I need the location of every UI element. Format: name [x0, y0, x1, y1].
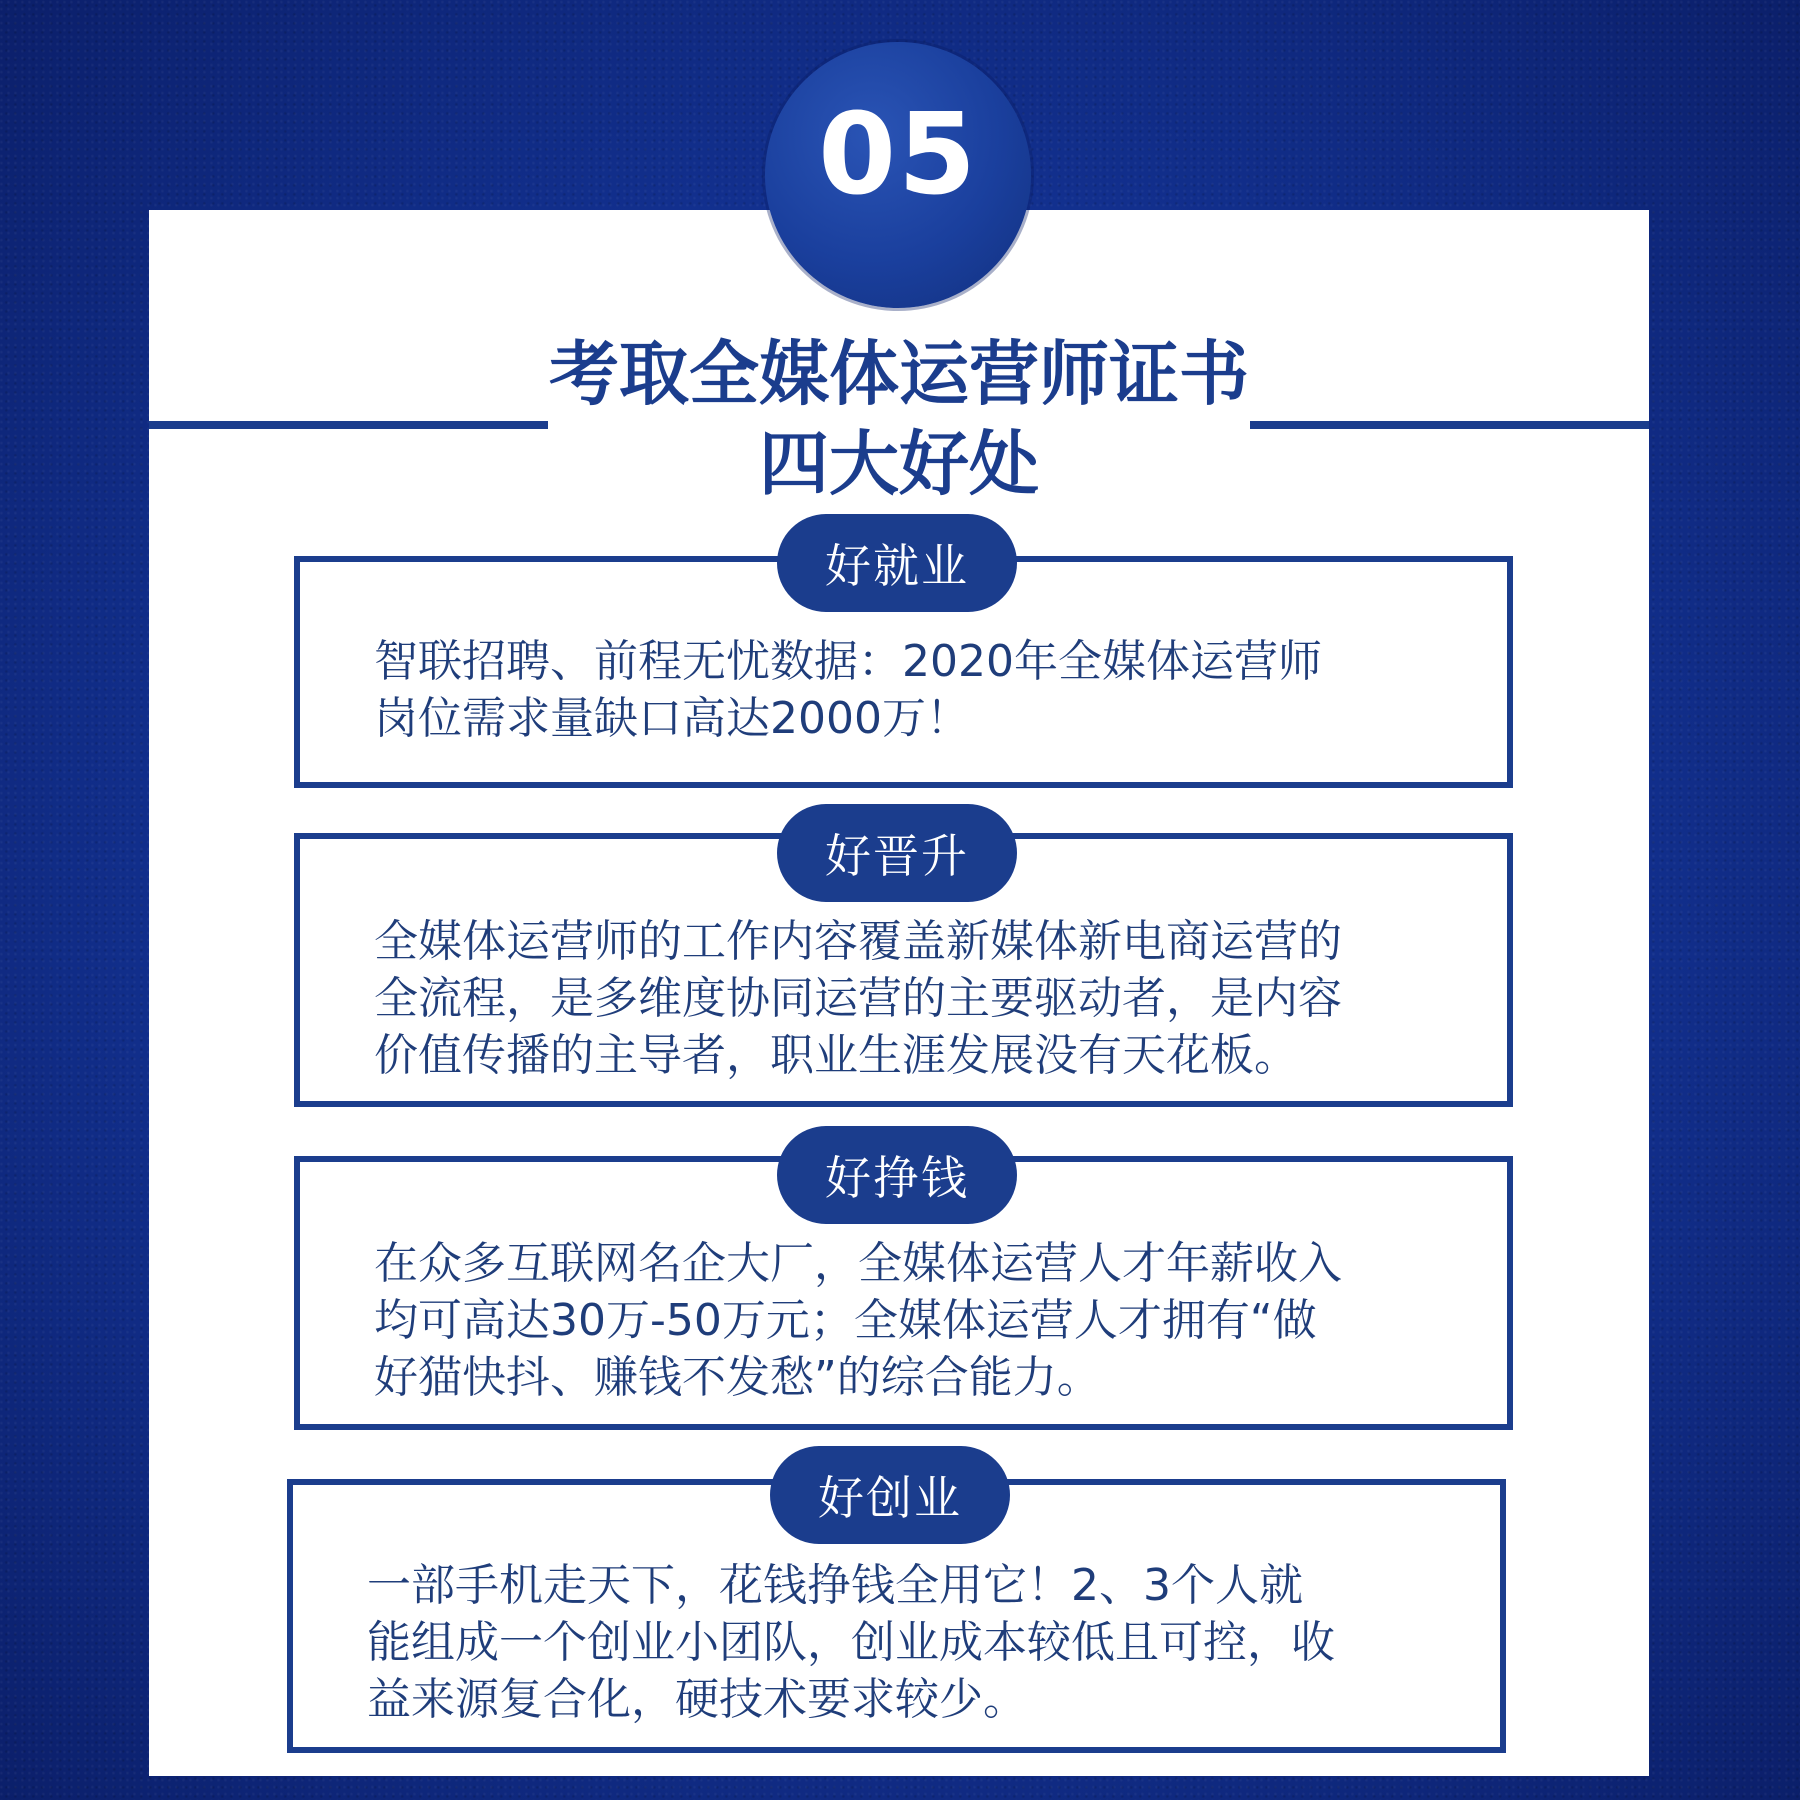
badge-number: 05 [818, 90, 978, 220]
benefit-tag-earning: 好挣钱 [777, 1126, 1017, 1224]
benefit-tag-startup: 好创业 [770, 1446, 1010, 1544]
benefit-text-promotion: 全媒体运营师的工作内容覆盖新媒体新电商运营的 全流程，是多维度协同运营的主要驱动者，是内容 价值传播的主导者，职业生涯发展没有天花板。 [374, 916, 1342, 1081]
benefit-text-earning: 在众多互联网名企大厂，全媒体运营人才年薪收入 均可高达30万-50万元；全媒体运营人才拥有“做 好猫快抖、赚钱不发愁”的综合能力。 [374, 1238, 1342, 1403]
page-title: 考取全媒体运营师证书 [549, 333, 1249, 415]
benefit-tag-employment: 好就业 [777, 514, 1017, 612]
benefit-text-startup: 一部手机走天下，花钱挣钱全用它！2、3个人就 能组成一个创业小团队，创业成本较低且可控，收 益来源复合化，硬技术要求较少。 [367, 1560, 1335, 1725]
benefit-text-employment: 智联招聘、前程无忧数据：2020年全媒体运营师 岗位需求量缺口高达2000万！ [374, 636, 1322, 744]
benefit-tag-promotion: 好晋升 [777, 804, 1017, 902]
number-badge [765, 42, 1031, 308]
page-subtitle: 四大好处 [759, 423, 1039, 505]
